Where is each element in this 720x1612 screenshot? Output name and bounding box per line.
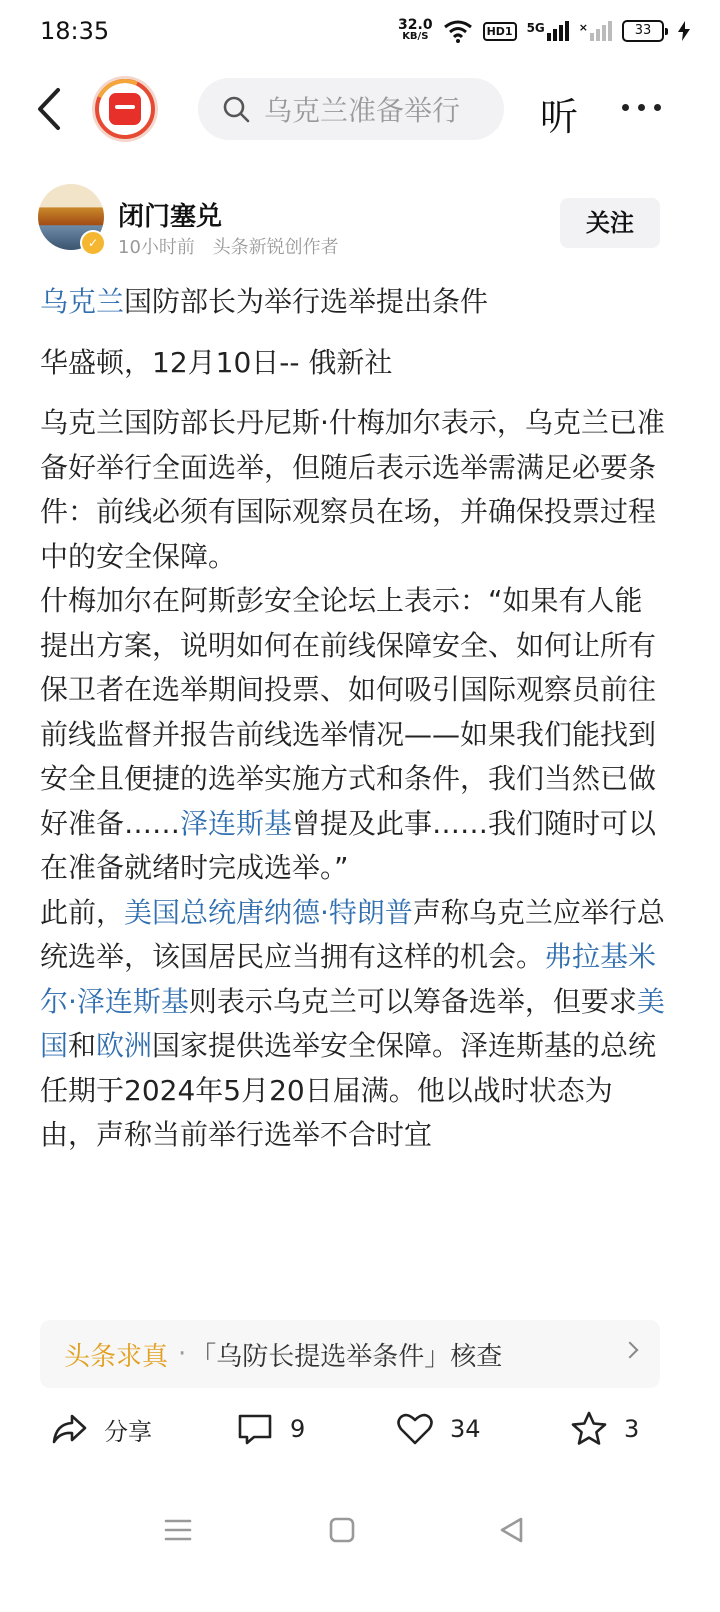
p2-text-a: 什梅加尔在阿斯彭安全论坛上表示：“如果有人能提出方案，说明如何在前线保障安全、如何让所有保卫者在选举期间投票、如何吸引国际观察员前往前线监督并报告前线选举情况——如果我们能找到安全且便捷的选举实施方式和条件，我们当然已做好准备……	[40, 584, 657, 840]
net-speed	[398, 17, 433, 42]
europe-link[interactable]: 欧洲	[96, 1029, 153, 1062]
heart-icon	[396, 1410, 434, 1448]
author-tag: 头条新锐创作者	[212, 237, 339, 258]
title-link[interactable]: 乌克兰	[40, 285, 125, 318]
top-bar	[0, 70, 720, 150]
like-button[interactable]	[396, 1410, 481, 1448]
system-nav-bar	[0, 1490, 720, 1570]
star-icon	[570, 1410, 608, 1448]
p3-text-d: 和	[68, 1029, 97, 1062]
title-text: 国防部长为举行选举提出条件	[124, 285, 489, 318]
follow-button[interactable]: 关注	[560, 198, 660, 248]
favorite-button[interactable]	[570, 1410, 639, 1448]
post-time: 10小时前	[118, 237, 195, 258]
author-meta	[118, 233, 351, 259]
comment-count: 9	[290, 1415, 306, 1443]
article-dateline: 华盛顿，12月10日-- 俄新社	[40, 345, 393, 379]
signal-label: 5G	[526, 21, 545, 35]
home-icon[interactable]	[322, 1510, 362, 1550]
chevron-right-icon	[622, 1342, 639, 1359]
net-speed-value: 32.0	[398, 17, 433, 33]
p3-text-c: 则表示乌克兰可以筹备选举，但要求	[188, 984, 637, 1018]
paragraph-1: 乌克兰国防部长丹尼斯·什梅加尔表示，乌克兰已准备好举行全面选举，但随后表示选举需满足必要条件：前线必须有国际观察员在场，并确保投票过程中的安全保障。	[40, 406, 665, 573]
hd-badge: HD1	[483, 22, 517, 41]
article-title	[40, 280, 665, 325]
author-row	[0, 182, 720, 272]
app-logo[interactable]	[92, 76, 158, 142]
fact-check-text: 「乌防长提选举条件」核查	[190, 1341, 503, 1372]
usa-link[interactable]: 美国	[40, 984, 665, 1062]
listen-button[interactable]: 听	[540, 95, 579, 139]
net-speed-unit: KB/S	[402, 31, 429, 42]
back-nav-icon[interactable]	[492, 1510, 532, 1550]
search-box[interactable]	[198, 78, 504, 140]
wifi-icon	[443, 19, 473, 43]
fact-check-separator: ·	[178, 1339, 187, 1369]
paragraph-2	[40, 579, 665, 891]
trump-link[interactable]: 美国总统唐纳德·特朗普	[124, 895, 413, 929]
comment-icon	[236, 1410, 274, 1448]
p3-text-a: 此前，	[40, 895, 125, 929]
battery-icon	[622, 20, 668, 42]
search-input[interactable]: 乌克兰准备举行	[264, 94, 461, 127]
share-icon	[50, 1410, 88, 1448]
signal-2-icon: ×	[579, 21, 612, 41]
status-icons	[398, 14, 690, 48]
verified-badge-icon: ✓	[80, 230, 106, 256]
back-icon[interactable]	[30, 84, 70, 134]
fact-check-bar[interactable]	[40, 1320, 660, 1388]
search-icon	[222, 95, 250, 123]
more-icon[interactable]	[622, 104, 661, 111]
author-name[interactable]: 闭门塞兑	[118, 202, 223, 232]
action-bar	[0, 1398, 720, 1468]
paragraph-3	[40, 891, 665, 1158]
menu-icon[interactable]	[158, 1510, 198, 1550]
share-button[interactable]	[50, 1410, 152, 1448]
zelensky-link[interactable]: 泽连斯基	[180, 806, 293, 840]
p2-text-b: 曾提及此事……我们随时可以在准备就绪时完成选举。”	[40, 806, 657, 884]
p3-text-b: 声称乌克兰应举行总统选举，该国居民应当拥有这样的机会。	[40, 895, 665, 973]
volodymyr-zelensky-link[interactable]: 弗拉基米尔·泽连斯基	[40, 940, 657, 1018]
fact-check-brand: 头条求真	[64, 1341, 169, 1372]
comment-button[interactable]	[236, 1410, 305, 1448]
status-time: 18:35	[40, 17, 110, 45]
charging-icon	[678, 21, 690, 41]
favorite-count: 3	[624, 1415, 640, 1443]
status-bar	[0, 0, 720, 64]
battery-level: 33	[622, 20, 664, 42]
share-label: 分享	[104, 1417, 152, 1446]
article-body	[40, 280, 665, 1304]
like-count: 34	[450, 1415, 481, 1443]
signal-5g-icon	[527, 21, 569, 41]
p3-text-e: 国家提供选举安全保障。泽连斯基的总统任期于2024年5月20日届满。他以战时状态为由，声称当前举行选举不合时宜	[40, 1029, 657, 1151]
